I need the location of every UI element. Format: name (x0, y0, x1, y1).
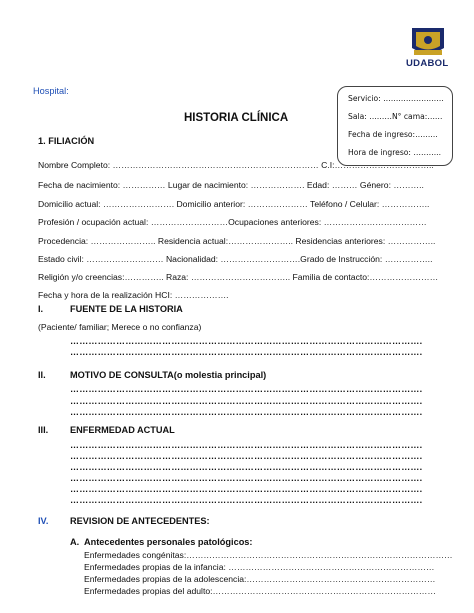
logo-text: UDABOL (406, 58, 449, 69)
dotted-line: ……………………………………………………………………………………………………. (70, 495, 423, 505)
antecedente-item: Enfermedades propias del adulto:…………………………………………………………………… (84, 586, 436, 596)
hora-ingreso-field: Hora de ingreso: ……….. (348, 148, 442, 157)
dotted-line: ……………………………………………………………………………………………………. (70, 347, 423, 357)
filiacion-line: Estado civil: ……………………… Nacionalidad: ……………………….Grado de Instrucción: …………….. (38, 254, 433, 264)
dotted-line: ……………………………………………………………………………………………………. (70, 407, 423, 417)
hospital-label: Hospital: (33, 86, 69, 96)
section-title-motivo: MOTIVO DE CONSULTA(o molestia principal) (70, 370, 267, 380)
dotted-line: ……………………………………………………………………………………………………. (70, 484, 423, 494)
antecedente-item: Enfermedades propias de la infancia: ……………………………………………………………… (84, 562, 435, 572)
dotted-line: ……………………………………………………………………………………………………. (70, 451, 423, 461)
dotted-line: ……………………………………………………………………………………………………. (70, 396, 423, 406)
section-number: I. (38, 304, 44, 314)
filiacion-line: Religión y/o creencias:………….. Raza: …………………………….. Familia de contacto:…………………… (38, 272, 439, 282)
section-number: II. (38, 370, 46, 380)
antecedente-item: Enfermedades congénitas:………………………………………………………………………………… (84, 550, 453, 560)
fecha-ingreso-field: Fecha de ingreso:……… (348, 130, 438, 139)
dotted-line: ……………………………………………………………………………………………………. (70, 462, 423, 472)
dotted-line: ……………………………………………………………………………………………………. (70, 440, 423, 450)
fuente-note: (Paciente/ familiar; Merece o no confianza) (38, 322, 202, 332)
antecedente-item: Enfermedades propias de la adolescencia:………………………………………………………… (84, 574, 436, 584)
filiacion-line: Procedencia: ………………….. Residencia actual:………………….. Residencias anteriores: …………….. (38, 236, 436, 246)
dotted-line: ……………………………………………………………………………………………………. (70, 473, 423, 483)
filiacion-line: Nombre Completo: ……………………………………………………………… C.I:…………………………….. (38, 160, 434, 170)
section-title-revision: REVISION DE ANTECEDENTES: (70, 516, 210, 526)
filiacion-line: Profesión / ocupación actual: ………………………Ocupaciones anteriores: ……………………………… (38, 217, 427, 227)
filiacion-line: Fecha de nacimiento: …………… Lugar de nacimiento: ………………. Edad: ……… Género: ……….. (38, 180, 424, 190)
section-number: III. (38, 425, 49, 435)
dotted-line: ……………………………………………………………………………………………………. (70, 384, 423, 394)
section-number: IV. (38, 516, 49, 526)
subsection-letter: A. (70, 537, 80, 547)
servicio-field: Servicio: …………………… (348, 94, 444, 103)
section-title-enfermedad: ENFERMEDAD ACTUAL (70, 425, 175, 435)
filiacion-line: Fecha y hora de la realización HCI: ………………. (38, 290, 229, 300)
filiacion-heading: 1. FILIACIÓN (38, 136, 95, 146)
filiacion-line: Domicilio actual: ……………………. Domicilio anterior: ………………… Teléfono / Celular: …………….. (38, 199, 430, 209)
antecedentes-heading: Antecedentes personales patológicos: (84, 537, 253, 547)
page-title: HISTORIA CLÍNICA (184, 112, 289, 124)
udabol-logo (404, 22, 452, 70)
section-title-fuente: FUENTE DE LA HISTORIA (70, 304, 183, 314)
admission-box (337, 86, 453, 166)
dotted-line: ……………………………………………………………………………………………………. (70, 336, 423, 346)
sala-field: Sala: ………N° cama:…… (348, 112, 443, 121)
